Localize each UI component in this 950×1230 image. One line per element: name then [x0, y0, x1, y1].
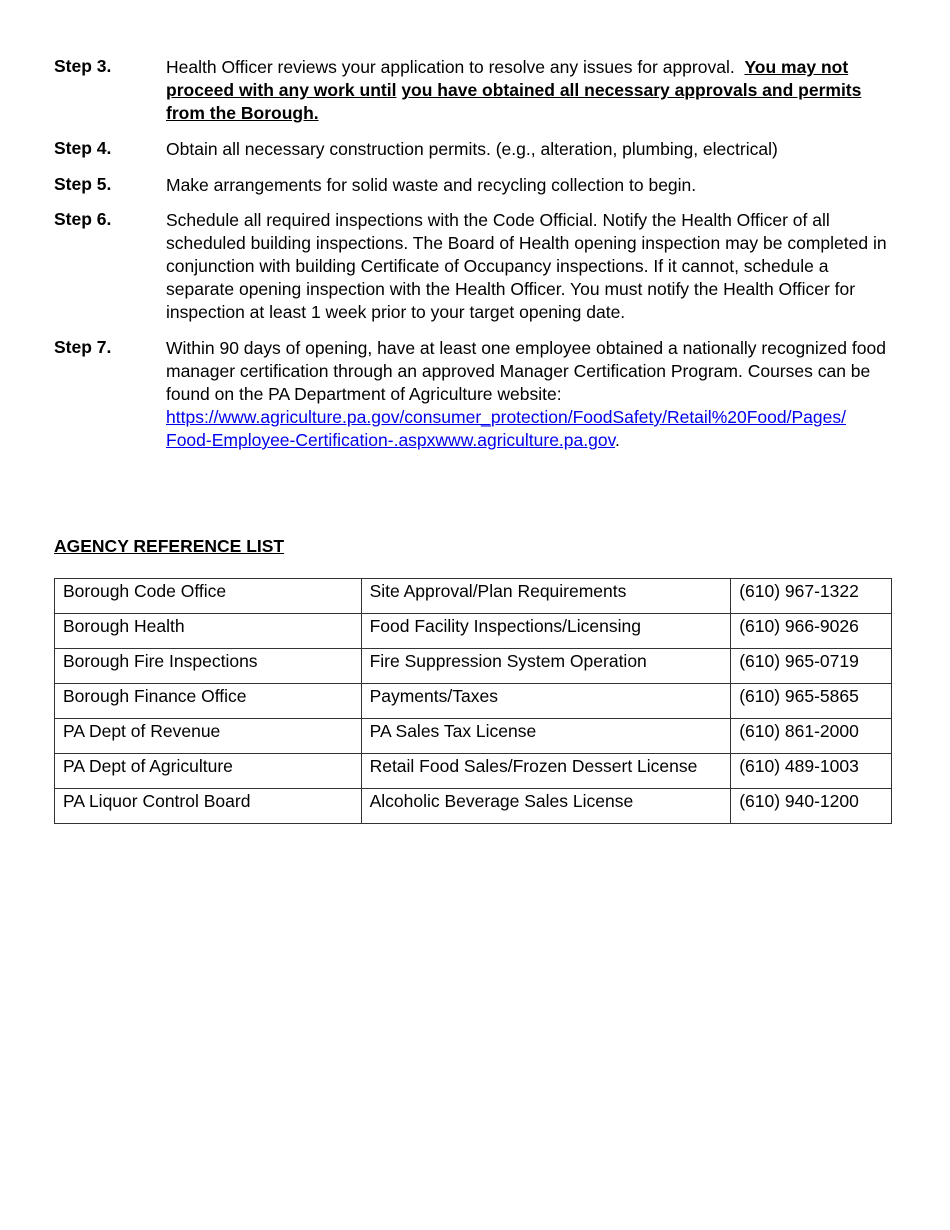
step-text: Make arrangements for solid waste and recycling collection to begin. — [166, 175, 697, 195]
agency-reference-table — [54, 578, 892, 824]
agency-phone: (610) 965-0719 — [731, 649, 892, 684]
agency-reference-heading: AGENCY REFERENCE LIST — [54, 536, 285, 556]
step-text: Obtain all necessary construction permits. (e.g., alteration, plumbing, electrical) — [166, 139, 778, 159]
agency-name: Borough Finance Office — [55, 684, 362, 719]
agriculture-website-link[interactable] — [166, 407, 846, 450]
agency-name: Borough Fire Inspections — [55, 649, 362, 684]
agency-purpose: Retail Food Sales/Frozen Dessert License — [361, 754, 731, 789]
agency-phone: (610) 967-1322 — [731, 579, 892, 614]
agency-name: Borough Code Office — [55, 579, 362, 614]
table-row — [55, 684, 892, 719]
step-text: Schedule all required inspections with the Code Official. Notify the Health Officer of all scheduled building inspections. The Board of Health opening inspection may be completed in conjunction with building Certificate of Occupancy inspections. If it cannot, schedule a separate opening inspection with the Health Officer. You must notify the Health Officer for inspection at least 1 week prior to your target opening date. — [166, 210, 887, 322]
step-label: Step 4. — [54, 138, 112, 158]
agency-phone: (610) 489-1003 — [731, 754, 892, 789]
table-row — [55, 614, 892, 649]
step-3-text: Health Officer reviews your application to resolve any issues for approval. — [166, 57, 735, 77]
table-row — [55, 754, 892, 789]
warning-text-2: you have obtained all necessary approvals and permits from the Borough. — [166, 80, 862, 123]
agency-purpose: Fire Suppression System Operation — [361, 649, 731, 684]
agency-phone: (610) 861-2000 — [731, 719, 892, 754]
agency-phone: (610) 966-9026 — [731, 614, 892, 649]
agency-phone: (610) 965-5865 — [731, 684, 892, 719]
link-line-1: https://www.agriculture.pa.gov/consumer_protection/FoodSafety/Retail%20Food/Pages/ — [166, 407, 846, 427]
step-label: Step 5. — [54, 174, 112, 194]
table-row — [55, 789, 892, 824]
agency-name: PA Dept of Agriculture — [55, 754, 362, 789]
agency-purpose: Food Facility Inspections/Licensing — [361, 614, 731, 649]
step-label: Step 6. — [54, 209, 112, 229]
table-row — [55, 649, 892, 684]
agency-name: Borough Health — [55, 614, 362, 649]
agency-purpose: Payments/Taxes — [361, 684, 731, 719]
warning-text-1: You may not proceed with any work until — [166, 57, 849, 100]
agency-purpose: Site Approval/Plan Requirements — [361, 579, 731, 614]
step-text — [166, 337, 896, 452]
link-line-2: Food-Employee-Certification-.aspxwww.agriculture.pa.gov — [166, 430, 616, 450]
trailing-period: . — [615, 430, 620, 450]
agency-name: PA Liquor Control Board — [55, 789, 362, 824]
table-row — [55, 579, 892, 614]
agency-purpose: Alcoholic Beverage Sales License — [361, 789, 731, 824]
step-text — [166, 56, 896, 125]
step-label: Step 7. — [54, 337, 112, 357]
table-row — [55, 719, 892, 754]
agency-name: PA Dept of Revenue — [55, 719, 362, 754]
agency-phone: (610) 940-1200 — [731, 789, 892, 824]
step-7-text: Within 90 days of opening, have at least one employee obtained a nationally recognized food manager certification through an approved Manager Certification Program. Courses can be found on the PA Department of Agriculture website: — [166, 338, 886, 404]
step-label: Step 3. — [54, 56, 112, 76]
agency-purpose: PA Sales Tax License — [361, 719, 731, 754]
